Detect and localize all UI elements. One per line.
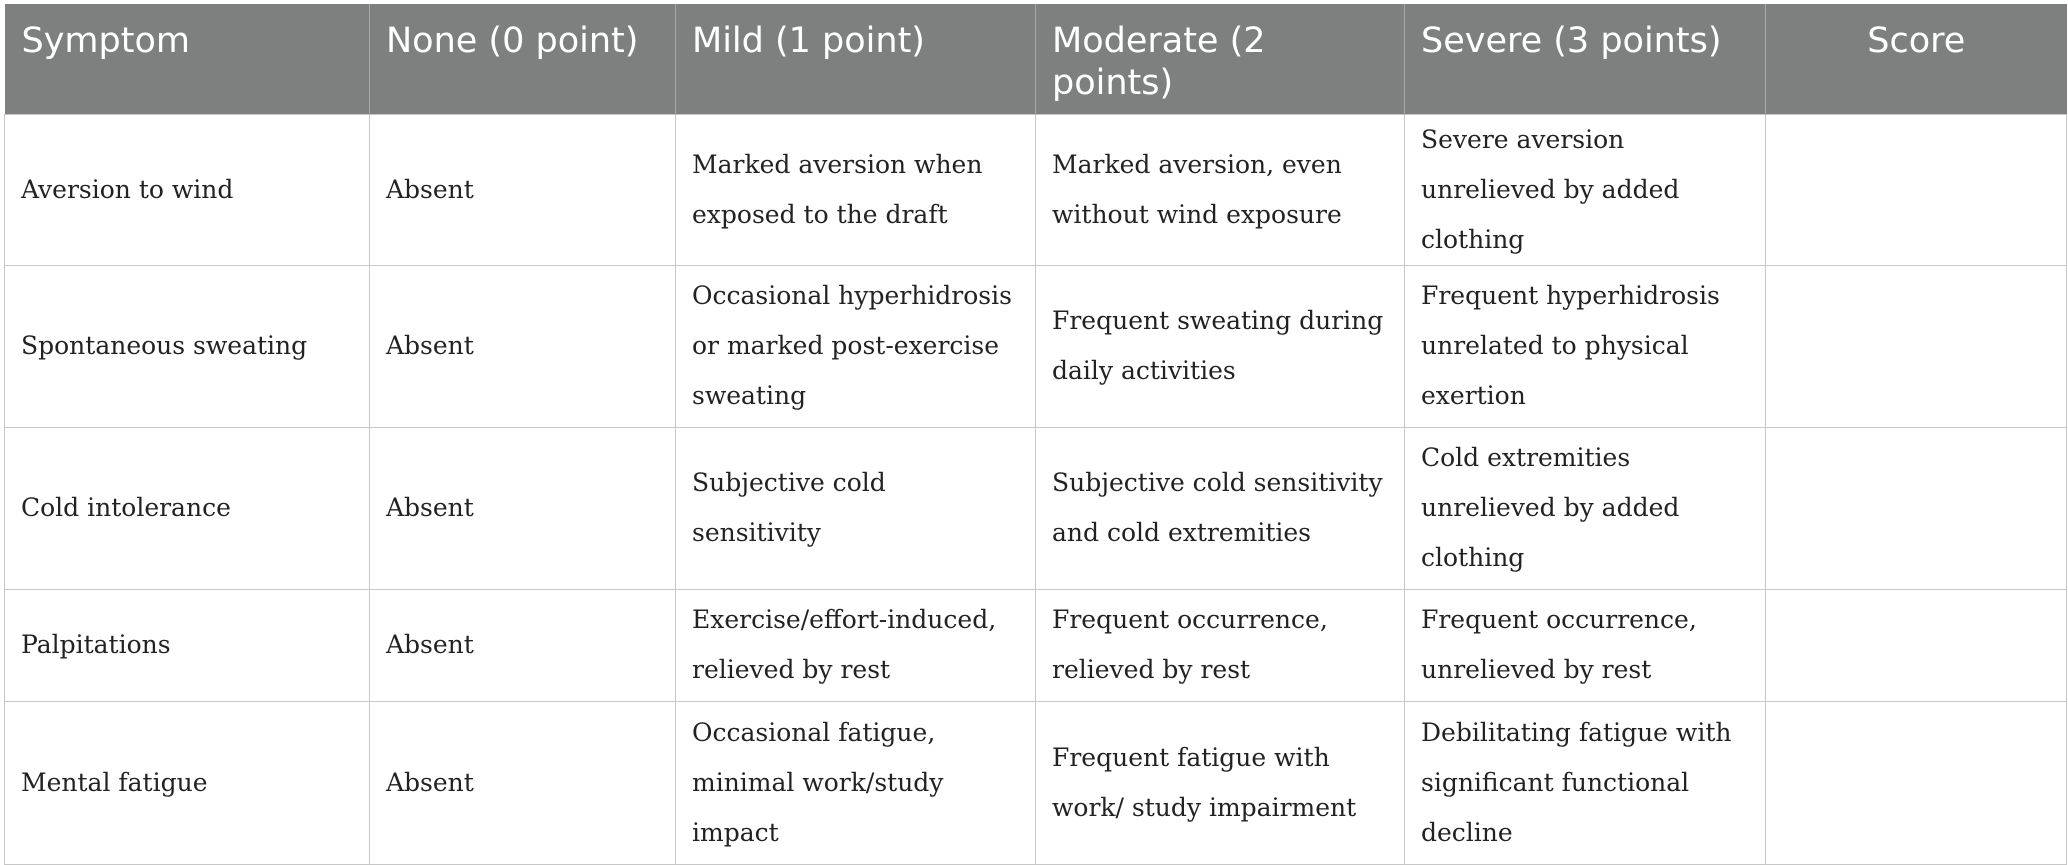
cell-symptom: Cold intolerance bbox=[5, 427, 370, 589]
cell-moderate: Marked aversion, even without wind exposure bbox=[1036, 114, 1405, 265]
cell-mild: Exercise/effort-induced, relieved by rest bbox=[676, 589, 1036, 701]
cell-moderate: Frequent sweating during daily activities bbox=[1036, 265, 1405, 427]
cell-moderate: Subjective cold sensitivity and cold extremities bbox=[1036, 427, 1405, 589]
table-row bbox=[5, 589, 2067, 701]
cell-mild: Subjective cold sensitivity bbox=[676, 427, 1036, 589]
cell-moderate: Frequent occurrence, relieved by rest bbox=[1036, 589, 1405, 701]
cell-score[interactable] bbox=[1766, 265, 2067, 427]
header-symptom: Symptom bbox=[5, 4, 370, 114]
cell-symptom: Aversion to wind bbox=[5, 114, 370, 265]
cell-symptom: Spontaneous sweating bbox=[5, 265, 370, 427]
cell-none: Absent bbox=[370, 701, 676, 864]
table-row bbox=[5, 427, 2067, 589]
cell-severe: Cold extremities unrelieved by added clothing bbox=[1405, 427, 1766, 589]
table-row bbox=[5, 265, 2067, 427]
header-score: Score bbox=[1766, 4, 2067, 114]
cell-none: Absent bbox=[370, 114, 676, 265]
cell-mild: Marked aversion when exposed to the draft bbox=[676, 114, 1036, 265]
table-body bbox=[5, 114, 2067, 864]
cell-score[interactable] bbox=[1766, 589, 2067, 701]
cell-severe: Frequent occurrence, unrelieved by rest bbox=[1405, 589, 1766, 701]
cell-score[interactable] bbox=[1766, 427, 2067, 589]
cell-severe: Debilitating fatigue with significant functional decline bbox=[1405, 701, 1766, 864]
cell-symptom: Mental fatigue bbox=[5, 701, 370, 864]
cell-none: Absent bbox=[370, 265, 676, 427]
cell-mild: Occasional hyperhidrosis or marked post-exercise sweating bbox=[676, 265, 1036, 427]
cell-symptom: Palpitations bbox=[5, 589, 370, 701]
header-mild: Mild (1 point) bbox=[676, 4, 1036, 114]
header-moderate: Moderate (2 points) bbox=[1036, 4, 1405, 114]
cell-mild: Occasional fatigue, minimal work/study impact bbox=[676, 701, 1036, 864]
cell-severe: Severe aversion unrelieved by added clothing bbox=[1405, 114, 1766, 265]
cell-none: Absent bbox=[370, 427, 676, 589]
table-header bbox=[5, 4, 2067, 114]
header-row bbox=[5, 4, 2067, 114]
cell-score[interactable] bbox=[1766, 114, 2067, 265]
header-none: None (0 point) bbox=[370, 4, 676, 114]
cell-moderate: Frequent fatigue with work/ study impairment bbox=[1036, 701, 1405, 864]
table-row bbox=[5, 114, 2067, 265]
cell-severe: Frequent hyperhidrosis unrelated to physical exertion bbox=[1405, 265, 1766, 427]
header-severe: Severe (3 points) bbox=[1405, 4, 1766, 114]
symptom-scoring-table bbox=[4, 4, 2067, 865]
cell-none: Absent bbox=[370, 589, 676, 701]
